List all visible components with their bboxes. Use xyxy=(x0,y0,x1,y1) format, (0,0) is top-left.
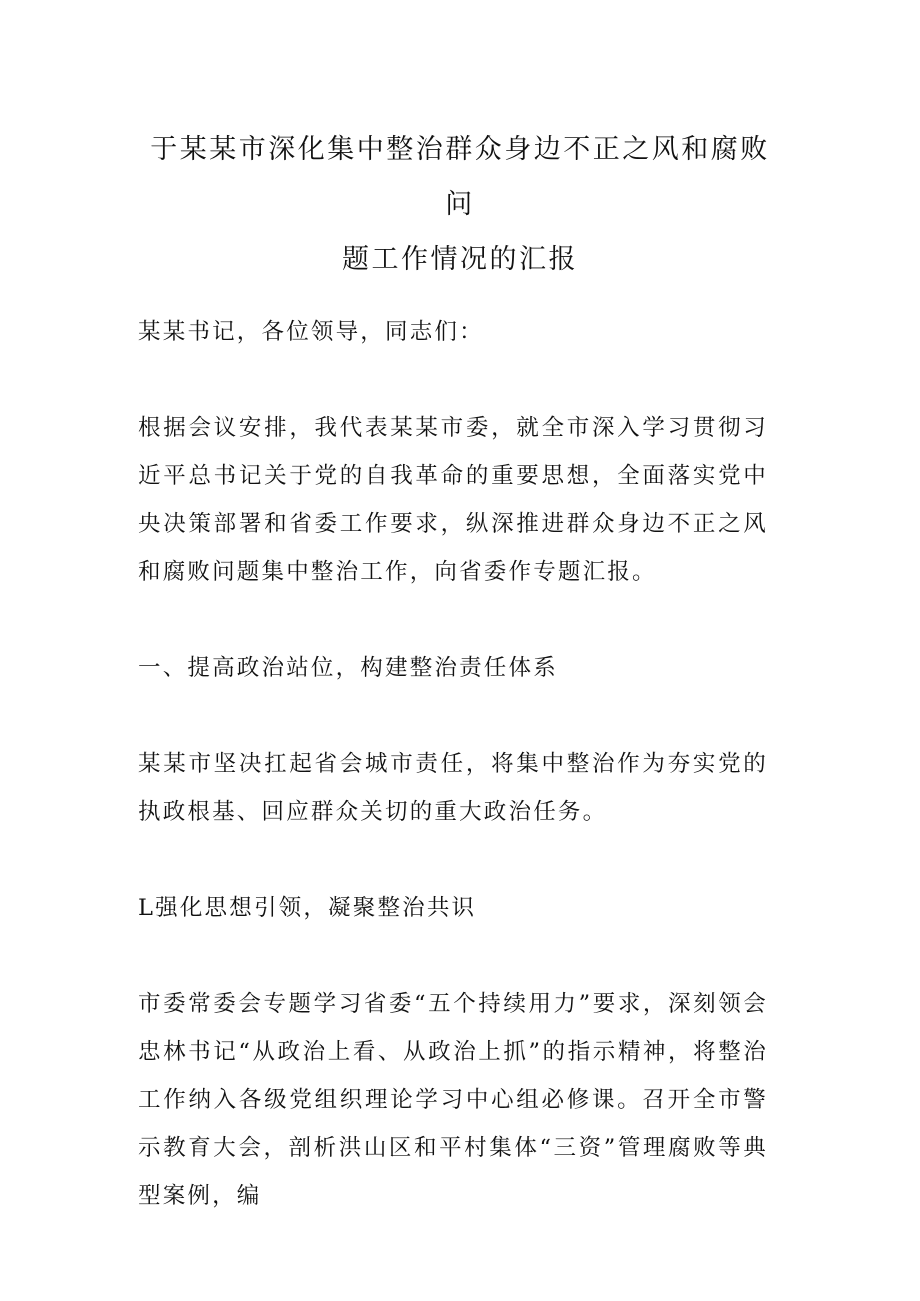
salutation: 某某书记，各位领导，同志们： xyxy=(138,319,484,345)
subsection-heading-1: L强化思想引领，凝聚整治共识 xyxy=(138,895,477,921)
title-line-2: 题工作情况的汇报 xyxy=(342,244,578,275)
title-line-1: 于某某市深化集中整治群众身边不正之风和腐败问 xyxy=(150,134,770,220)
section-heading-1: 一、提高政治站位，构建整治责任体系 xyxy=(138,655,558,681)
document-title xyxy=(140,122,780,287)
subsection-1-paragraph: 市委常委会专题学习省委“五个持续用力”要求，深刻领会忠林书记“从政治上看、从政治上抓”的指示精神，将整治工作纳入各级党组织理论学习中心组必修课。召开全市警示教育大会，剖析洪山区和平村集体“三资”管理腐败等典型案例，编 xyxy=(138,991,768,1209)
intro-paragraph: 根据会议安排，我代表某某市委，就全市深入学习贯彻习近平总书记关于党的自我革命的重要思想，全面落实党中央决策部署和省委工作要求，纵深推进群众身边不正之风和腐败问题集中整治工作，向省委作专题汇报。 xyxy=(138,415,768,585)
section-1-paragraph: 某某市坚决扛起省会城市责任，将集中整治作为夯实党的执政根基、回应群众关切的重大政治任务。 xyxy=(138,751,768,825)
